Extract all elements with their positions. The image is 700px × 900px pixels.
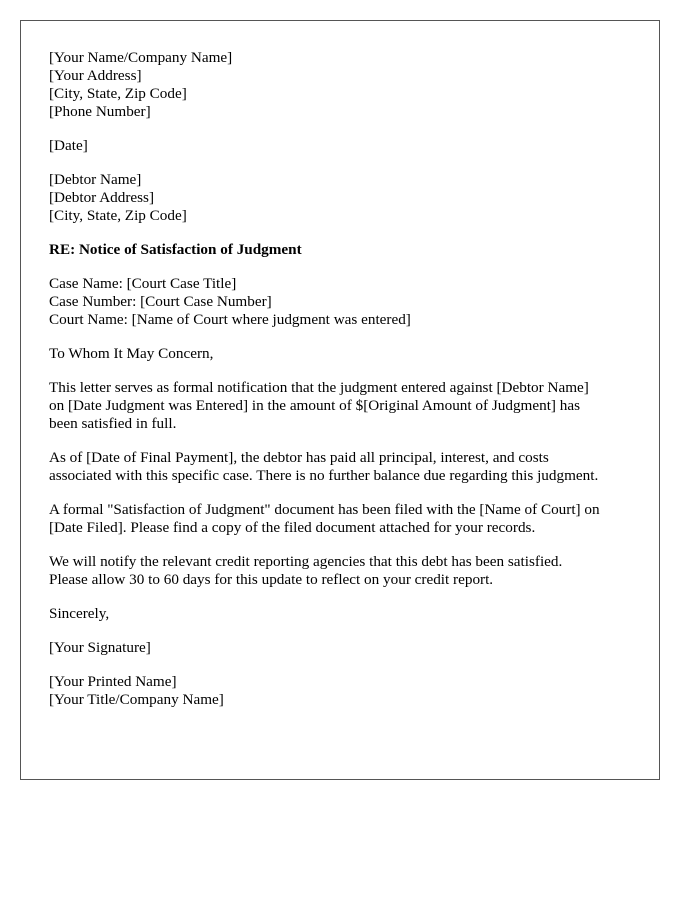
sender-block (49, 49, 639, 121)
letter-body (49, 49, 639, 725)
sender-address: [Your Address] (49, 67, 142, 84)
sender-name: [Your Name/Company Name] (49, 49, 233, 66)
recipient-name: [Debtor Name] (49, 171, 142, 188)
subject-block (49, 241, 639, 259)
salutation: To Whom It May Concern, (49, 345, 214, 362)
case-info-block (49, 275, 639, 329)
paragraph-line: [Date Filed]. Please find a copy of the filed document attached for your records. (49, 519, 536, 536)
letter-date: [Date] (49, 137, 88, 154)
case-number: Case Number: [Court Case Number] (49, 293, 272, 310)
date-block (49, 137, 639, 155)
subject-line: RE: Notice of Satisfaction of Judgment (49, 241, 302, 258)
recipient-block (49, 171, 639, 225)
paragraph-3 (49, 501, 639, 537)
signature: [Your Signature] (49, 639, 151, 656)
printed-name: [Your Printed Name] (49, 673, 177, 690)
closing-block (49, 605, 639, 623)
paragraph-1 (49, 379, 639, 433)
letter-page (20, 20, 660, 780)
sender-phone: [Phone Number] (49, 103, 151, 120)
salutation-block (49, 345, 639, 363)
title-company: [Your Title/Company Name] (49, 691, 224, 708)
recipient-city-state-zip: [City, State, Zip Code] (49, 207, 187, 224)
sender-city-state-zip: [City, State, Zip Code] (49, 85, 187, 102)
paragraph-line: been satisfied in full. (49, 415, 177, 432)
paragraph-line: on [Date Judgment was Entered] in the amount of $[Original Amount of Judgment] has (49, 397, 581, 414)
signoff-block (49, 673, 639, 709)
closing: Sincerely, (49, 605, 110, 622)
signature-block (49, 639, 639, 657)
paragraph-4 (49, 553, 639, 589)
paragraph-line: A formal "Satisfaction of Judgment" document has been filed with the [Name of Court] on (49, 501, 600, 518)
paragraph-line: Please allow 30 to 60 days for this update to reflect on your credit report. (49, 571, 494, 588)
recipient-address: [Debtor Address] (49, 189, 155, 206)
paragraph-line: We will notify the relevant credit reporting agencies that this debt has been satisfied. (49, 553, 563, 570)
court-name: Court Name: [Name of Court where judgment was entered] (49, 311, 411, 328)
case-name: Case Name: [Court Case Title] (49, 275, 237, 292)
paragraph-line: This letter serves as formal notification that the judgment entered against [Debtor Name] (49, 379, 589, 396)
paragraph-line: associated with this specific case. There is no further balance due regarding this judgment. (49, 467, 599, 484)
paragraph-line: As of [Date of Final Payment], the debtor has paid all principal, interest, and costs (49, 449, 549, 466)
paragraph-2 (49, 449, 639, 485)
